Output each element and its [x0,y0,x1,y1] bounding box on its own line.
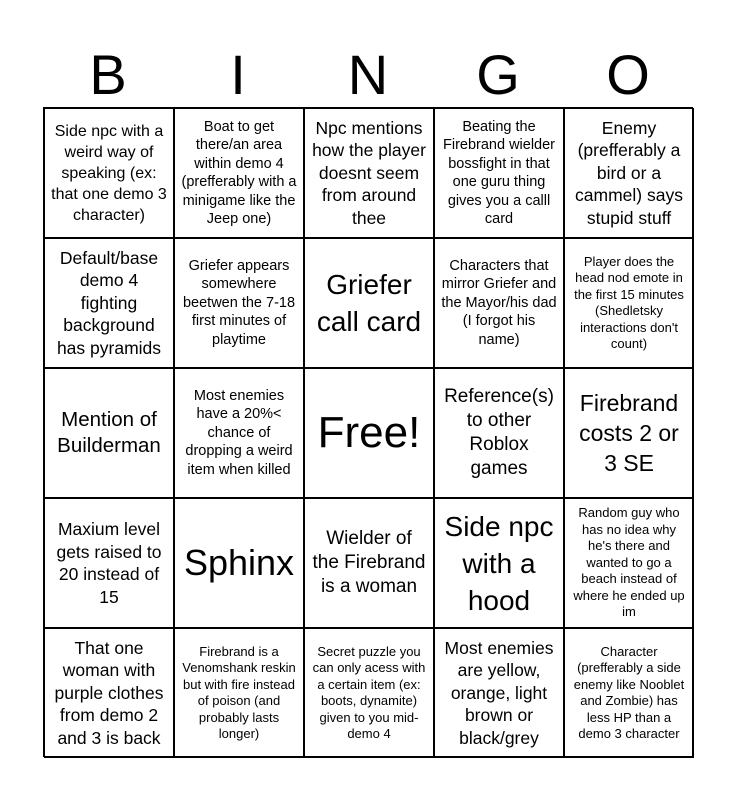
cell-text: Npc mentions how the player doesnt seem from around thee [312,117,426,228]
header-letter-o: O [606,43,650,106]
bingo-cell[interactable] [174,628,304,758]
bingo-cell[interactable] [304,108,434,238]
cell-text: Firebrand is a Venomshank reskin but with fire instead of poison (and probably lasts longer) [182,643,296,741]
bingo-cell[interactable] [44,368,174,498]
cell-text: Free! [317,408,421,457]
bingo-cell[interactable] [434,368,564,498]
cell-text: Beating the Firebrand wielder bossfight in that one guru thing gives you a calll card [442,118,556,227]
bingo-cell[interactable] [434,108,564,238]
cell-text: Default/base demo 4 fighting background has pyramids [56,247,162,358]
cell-text: Griefer appears somewhere beetwen the 7-18 first minutes of playtime [182,257,296,348]
bingo-cell[interactable] [564,628,694,758]
header-letter-n: N [347,43,389,106]
bingo-cell[interactable] [174,108,304,238]
bingo-cell[interactable] [434,628,564,758]
bingo-cell[interactable] [564,368,694,498]
cell-text: Most enemies are yellow, orange, light brown or black/grey [444,637,554,748]
cell-text: Character (prefferably a side enemy like Nooblet and Zombie) has less HP than a demo 3 character [573,643,685,741]
bingo-cell[interactable] [44,238,174,368]
cell-text: Random guy who has no idea why he's there and wanted to go a beach instead of where he ended up im [573,505,685,620]
header-letter-g: G [476,43,520,106]
cell-text: Mention of Builderman [57,408,161,457]
bingo-grid [43,107,693,757]
bingo-header [43,42,693,108]
bingo-cell[interactable] [564,238,694,368]
cell-text: Wielder of the Firebrand is a woman [312,528,426,597]
cell-text: Side npc with a weird way of speaking (ex: that one demo 3 character) [51,122,167,224]
bingo-cell[interactable] [174,238,304,368]
cell-text: Sphinx [183,542,295,583]
bingo-cell[interactable] [564,108,694,238]
bingo-cell[interactable] [304,238,434,368]
bingo-cell[interactable] [44,108,174,238]
cell-text: Player does the head nod emote in the first 15 minutes (Shedletsky interactions don't count) [574,253,684,351]
bingo-cell[interactable] [44,498,174,628]
bingo-cell[interactable] [304,628,434,758]
cell-text: Reference(s) to other Roblox games [444,386,554,479]
bingo-cell[interactable] [434,238,564,368]
cell-text: Boat to get there/an area within demo 4 (prefferably with a minigame like the Jeep one) [181,118,297,227]
bingo-cell[interactable] [434,498,564,628]
header-letter-i: I [230,43,246,106]
cell-text: That one woman with purple clothes from demo 2 and 3 is back [54,637,164,748]
bingo-cell[interactable] [174,498,304,628]
bingo-cell[interactable] [174,368,304,498]
cell-text: Griefer call card [316,269,422,337]
cell-text: Maxium level gets raised to 20 instead of 15 [56,519,162,607]
bingo-cell[interactable] [564,498,694,628]
bingo-cell-free[interactable] [304,368,434,498]
header-letter-b: B [89,43,127,106]
cell-text: Firebrand costs 2 or 3 SE [579,390,679,476]
cell-text: Side npc with a hood [444,510,554,616]
bingo-cell[interactable] [304,498,434,628]
cell-text: Most enemies have a 20%< chance of dropping a weird item when killed [185,387,293,478]
bingo-cell[interactable] [44,628,174,758]
cell-text: Enemy (prefferably a bird or a cammel) says stupid stuff [575,117,683,228]
cell-text: Characters that mirror Griefer and the Mayor/his dad (I forgot his name) [441,257,557,348]
cell-text: Secret puzzle you can only acess with a certain item (ex: boots, dynamite) given to you mid-demo 4 [312,643,426,741]
